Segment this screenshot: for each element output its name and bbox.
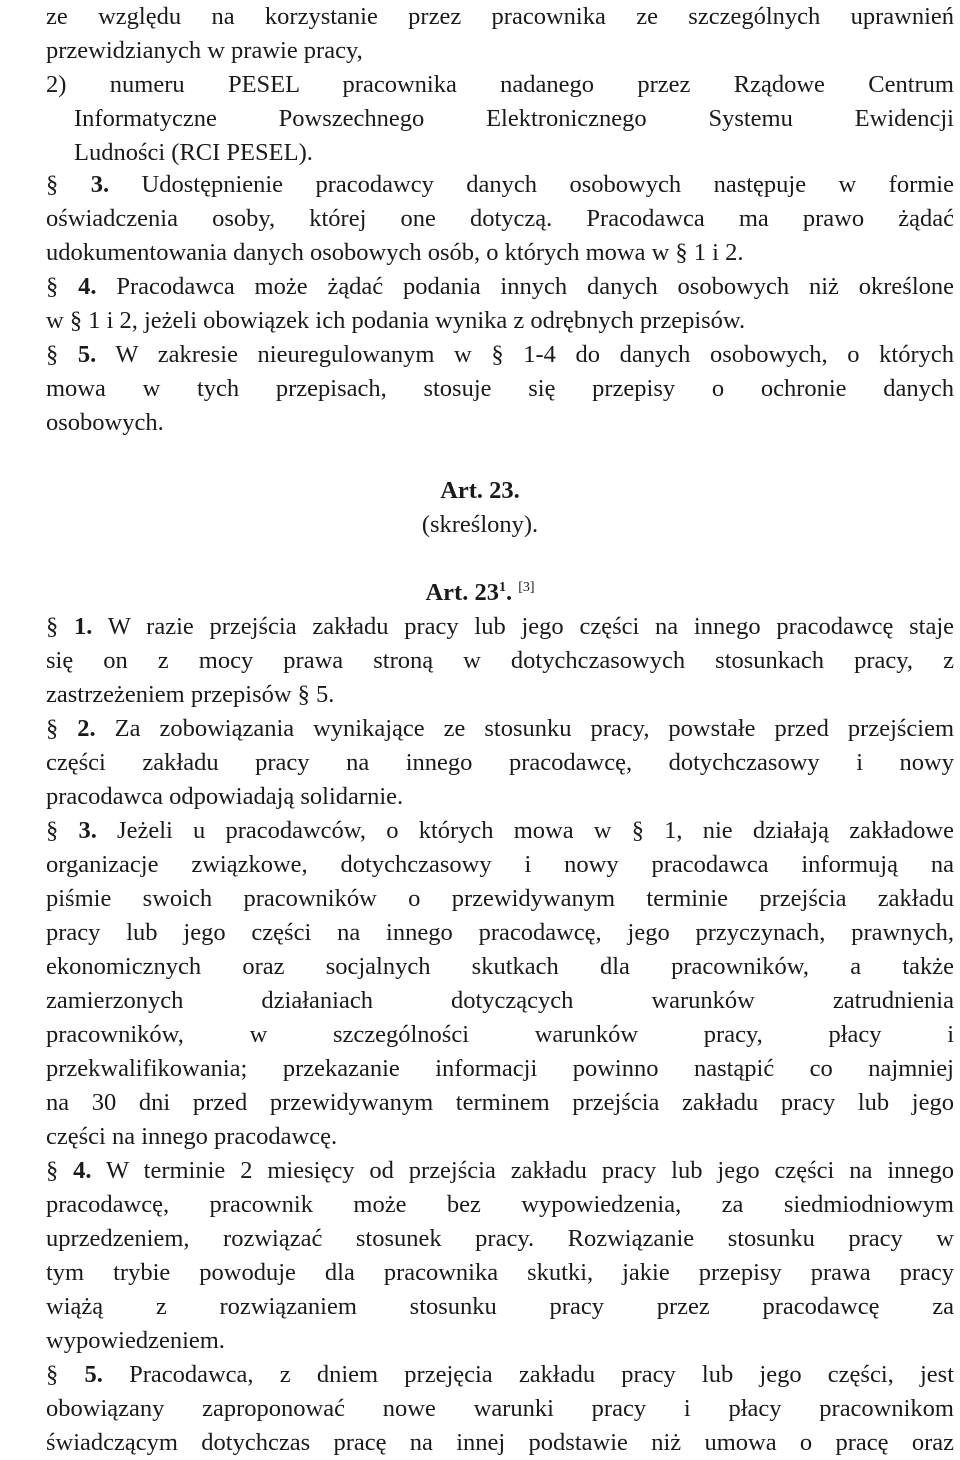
paragraph-3 bbox=[46, 168, 954, 270]
paragraph-first-line: § 5. W zakresie nieuregulowanym w § 1-4 do danych osobowych, o których bbox=[46, 341, 954, 368]
text-line: organizacje związkowe, dotychczasowy i nowy pracodawca informują na bbox=[46, 851, 954, 878]
paragraph-first-line: § 1. W razie przejścia zakładu pracy lub jego części na innego pracodawcę staje bbox=[46, 613, 955, 640]
paragraph-first-line: § 3. Udostępnienie pracodawcy danych osobowych następuje w formie bbox=[46, 171, 954, 198]
paragraph-number: 3. bbox=[78, 817, 97, 844]
text-line: tym trybie powoduje dla pracownika skutki, jakie przepisy prawa pracy bbox=[46, 1259, 954, 1286]
text-line: pracodawcę, pracownik może bez wypowiedzenia, za siedmiodniowym bbox=[46, 1191, 954, 1218]
text-line: mowa w tych przepisach, stosuje się przepisy o ochronie danych bbox=[46, 375, 954, 402]
text-line: obowiązany zaproponować nowe warunki pracy i płacy pracownikom bbox=[46, 1395, 954, 1422]
section-symbol: § bbox=[46, 273, 59, 300]
paragraph-first-line: § 2. Za zobowiązania wynikające ze stosunku pracy, powstałe przed przejściem bbox=[46, 715, 955, 742]
text-line: zamierzonych działaniach dotyczących warunków zatrudnienia bbox=[46, 987, 954, 1014]
article-status: (skreślony). bbox=[421, 511, 539, 538]
article-23-1-heading: Art. $23^1$. [3] bbox=[425, 579, 535, 606]
paragraph-number: 3. bbox=[90, 171, 110, 198]
art23-1-paragraph-3 bbox=[46, 814, 954, 1154]
text-line: Informatyczne Powszechnego Elektronicznego Systemu Ewidencji bbox=[74, 105, 954, 132]
art23-1-paragraph-1 bbox=[46, 610, 954, 712]
paragraph-number: 5. bbox=[84, 1361, 103, 1388]
point-number: 2) bbox=[46, 71, 67, 98]
text-line: pracowników, w szczególności warunków pracy, płacy i bbox=[46, 1021, 954, 1048]
article-title: Art. 23 bbox=[425, 579, 499, 606]
paragraph-first-line: § 3. Jeżeli u pracodawców, o których mowa w § 1, nie działają zakładowe bbox=[46, 817, 954, 844]
text-line: piśmie swoich pracowników o przewidywanym terminie przejścia zakładu bbox=[46, 885, 954, 912]
paragraph-first-line: § 4. W terminie 2 miesięcy od przejścia zakładu pracy lub jego części na innego bbox=[46, 1157, 954, 1184]
text-line: świadczącym dotychczas pracę na innej podstawie niż umowa o pracę oraz bbox=[46, 1429, 954, 1456]
paragraph-number: 5. bbox=[77, 341, 97, 368]
section-symbol: § bbox=[46, 715, 59, 742]
paragraph-number: 4. bbox=[73, 1157, 92, 1184]
text-line: osobowych. bbox=[46, 409, 164, 436]
text-line: na 30 dni przed przewidywanym terminem przejścia zakładu pracy lub jego bbox=[46, 1089, 954, 1116]
text-line: w § 1 i 2, jeżeli obowiązek ich podania wynika z odrębnych przepisów. bbox=[46, 307, 746, 334]
footnote-reference[interactable]: [3] bbox=[518, 579, 535, 595]
paragraph-first-line: § 4. Pracodawca może żądać podania innych danych osobowych niż określone bbox=[46, 273, 955, 300]
text-line: pracy lub jego części na innego pracodawcę, jego przyczynach, prawnych, bbox=[46, 919, 954, 946]
section-symbol: § bbox=[46, 341, 59, 368]
text-line: ze względu na korzystanie przez pracownika ze szczególnych uprawnień bbox=[46, 3, 954, 30]
top-continuation bbox=[46, 0, 954, 170]
section-symbol: § bbox=[46, 1157, 59, 1184]
art23-1-paragraph-2 bbox=[46, 712, 954, 814]
article-title: Art. 23. bbox=[440, 477, 520, 504]
text-line: Ludności (RCI PESEL). bbox=[74, 139, 313, 166]
paragraph-4 bbox=[46, 270, 954, 338]
text-line: części na innego pracodawcę. bbox=[46, 1123, 338, 1150]
paragraph-first-line: § 5. Pracodawca, z dniem przejęcia zakładu pracy lub jego części, jest bbox=[46, 1361, 955, 1388]
text-line: wypowiedzeniem. bbox=[46, 1327, 225, 1354]
text-line: części zakładu pracy na innego pracodawcę, dotychczasowy i nowy bbox=[46, 749, 954, 776]
text-line: ekonomicznych oraz socjalnych skutkach dla pracowników, a także bbox=[46, 953, 954, 980]
text-line: pracodawca odpowiadają solidarnie. bbox=[46, 783, 404, 810]
section-symbol: § bbox=[46, 171, 59, 198]
section-symbol: § bbox=[46, 817, 59, 844]
article-23-heading bbox=[0, 474, 960, 508]
paragraph-number: 1. bbox=[74, 613, 93, 640]
art23-1-paragraph-4 bbox=[46, 1154, 954, 1358]
art23-1-paragraph-5 bbox=[46, 1358, 954, 1460]
point-2: 2) numeru PESEL pracownika nadanego przez Rządowe Centrum bbox=[46, 71, 954, 98]
text-line: uprzedzeniem, rozwiązać stosunek pracy. Rozwiązanie stosunku pracy w bbox=[46, 1225, 954, 1252]
text-line: wiążą z rozwiązaniem stosunku pracy przez pracodawcę za bbox=[46, 1293, 954, 1320]
text-line: się on z mocy prawa stroną w dotychczasowych stosunkach pracy, z bbox=[46, 647, 954, 674]
text-line: przekwalifikowania; przekazanie informacji powinno nastąpić co najmniej bbox=[46, 1055, 954, 1082]
section-symbol: § bbox=[46, 613, 59, 640]
article-superscript: 1 bbox=[498, 579, 506, 595]
text-line: zastrzeżeniem przepisów § 5. bbox=[46, 681, 335, 708]
text-line: udokumentowania danych osobowych osób, o których mowa w § 1 i 2. bbox=[46, 239, 744, 266]
text-line: oświadczenia osoby, której one dotyczą. Pracodawca ma prawo żądać bbox=[46, 205, 954, 232]
article-23-status bbox=[0, 508, 960, 542]
text-line: przewidzianych w prawie pracy, bbox=[46, 37, 363, 64]
paragraph-5 bbox=[46, 338, 954, 440]
paragraph-number: 4. bbox=[78, 273, 97, 300]
section-symbol: § bbox=[46, 1361, 59, 1388]
paragraph-number: 2. bbox=[77, 715, 96, 742]
